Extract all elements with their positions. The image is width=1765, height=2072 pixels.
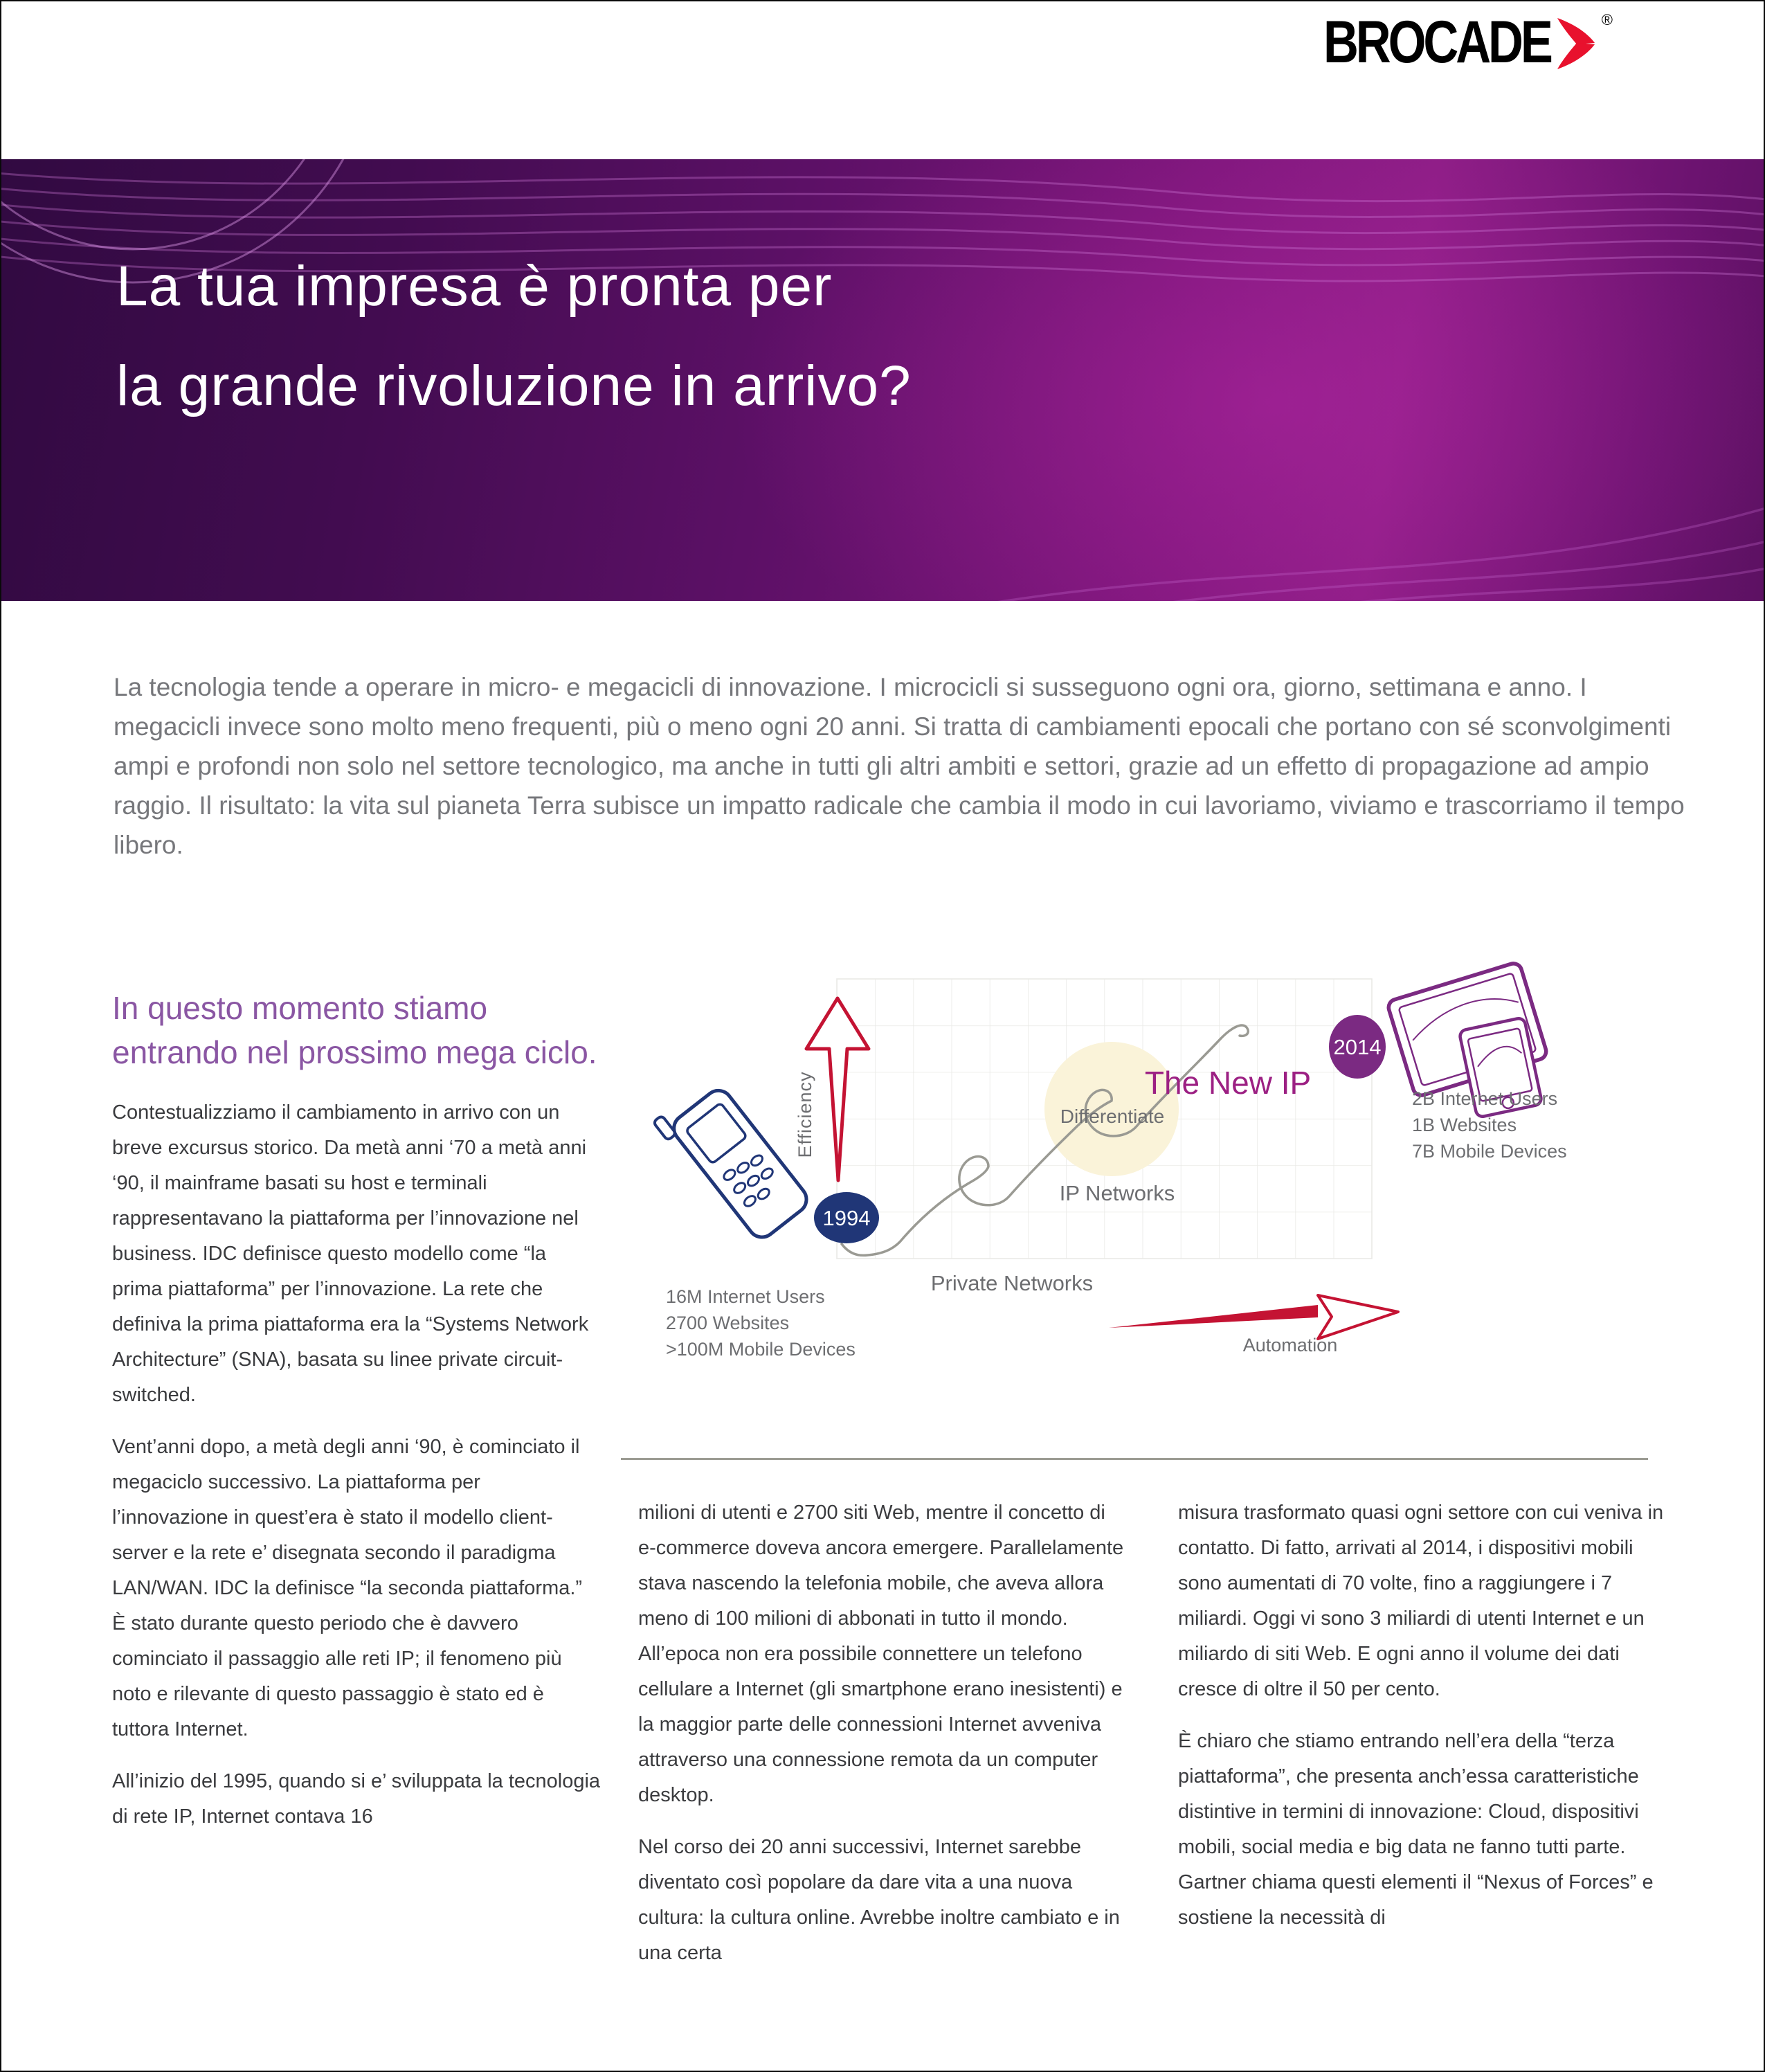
start-stat-mobile-devices: >100M Mobile Devices — [666, 1339, 856, 1360]
right-column — [1178, 1495, 1674, 1952]
left-column-paragraph-3: All’inizio del 1995, quando si e’ sviluppata la tecnologia di rete IP, Internet contava 16 — [112, 1770, 601, 1828]
column-divider-line — [621, 1458, 1648, 1460]
brocade-logo — [1274, 9, 1613, 75]
brocade-logo-text: BROCADE — [1323, 9, 1550, 75]
page-title-line-1: La tua impresa è pronta per — [116, 255, 833, 318]
year-1994-label: 1994 — [822, 1206, 871, 1230]
brocade-wings-icon — [1556, 15, 1600, 72]
y-axis-label: Efficiency — [795, 1071, 815, 1158]
page-title — [116, 237, 912, 436]
intro-paragraph: La tecnologia tende a operare in micro- e megacicli di innovazione. I microcicli si susseguono ogni ora, giorno, settimana e anno. I megacicli invece sono molto meno frequenti, più o meno ogni 20 anni. Si tratta di cambiamenti epocali che portano con sé sconvolgimenti ampi e profondi non solo nel settore tecnologico, ma anche in tutti gli altri ambiti e settori, grazie ad un effetto di propagazione ad ampio raggio. Il risultato: la vita sul pianeta Terra subisce un impatto radicale che cambia il modo in cui lavoriamo, viviamo e trascorriamo il tempo libero. — [114, 673, 1685, 859]
middle-column-paragraph-2: Nel corso dei 20 anni successivi, Internet sarebbe diventato così popolare da dare vita a una nuova cultura: la cultura online. Avrebbe inoltre cambiato e in una certa — [638, 1836, 1120, 1964]
start-stat-internet-users: 16M Internet Users — [666, 1286, 825, 1307]
section-heading: In questo momento stiamo entrando nel prossimo mega ciclo. — [112, 990, 597, 1070]
stage-private-networks-label: Private Networks — [930, 1271, 1094, 1295]
registered-trademark: ® — [1601, 11, 1613, 28]
legacy-phone-icon — [653, 1075, 813, 1249]
automation-arrow-head — [1318, 1295, 1398, 1339]
middle-column-paragraph-1: milioni di utenti e 2700 siti Web, mentre il concetto di e-commerce doveva ancora emergere. Parallelamente stava nascendo la telefonia mobile, che aveva allora meno di 100 milioni di abbonati in tutto il mondo. All’epoca non era possibile connettere un telefono cellulare a Internet (gli smartphone erano inesistenti) e la maggior parte delle connessioni Internet avveniva attraverso una connessione remota da un computer desktop. — [638, 1502, 1124, 1806]
x-axis-label: Automation — [1242, 1335, 1338, 1355]
page-header — [1, 1, 1764, 159]
right-column-paragraph-1: misura trasformato quasi ogni settore con cui veniva in contatto. Di fatto, arrivati al 2014, i dispositivi mobili sono aumentati di 70 volte, fino a raggiungere i 7 miliardi. Oggi vi sono 3 miliardi di utenti Internet e un miliardo di siti Web. E ogni anno il volume dei dati cresce di oltre il 50 per cento. — [1178, 1502, 1664, 1700]
hero-banner — [1, 159, 1765, 601]
end-stat-internet-users: 2B Internet Users — [1412, 1088, 1558, 1109]
page-title-line-2: la grande rivoluzione in arrivo? — [116, 354, 912, 417]
end-stat-websites: 1B Websites — [1412, 1115, 1517, 1135]
year-2014-label: 2014 — [1333, 1035, 1382, 1059]
stage-new-ip-label: The New IP — [1144, 1065, 1312, 1101]
start-stats — [666, 1286, 856, 1360]
differentiate-annotation: Differentiate — [1060, 1106, 1165, 1127]
megacycle-diagram — [624, 957, 1663, 1441]
end-stat-mobile-devices: 7B Mobile Devices — [1412, 1141, 1567, 1162]
middle-column — [638, 1495, 1127, 1988]
left-column — [112, 986, 601, 1851]
end-stats — [1412, 1088, 1567, 1162]
stage-ip-networks-label: IP Networks — [1059, 1181, 1175, 1205]
right-column-paragraph-2: È chiaro che stiamo entrando nell’era della “terza piattaforma”, che presenta anch’essa caratteristiche distintive in termini di innovazione: Cloud, dispositivi mobili, social media e big data ne fanno tutti parte. Gartner chiama questi elementi il “Nexus of Forces” e sostiene la necessità di — [1178, 1730, 1654, 1929]
left-column-paragraph-2: Vent’anni dopo, a metà degli anni ‘90, è cominciato il megaciclo successivo. La piattaforma per l’innovazione in quest’era è stato il modello client-server e la rete e’ disegnata secondo il paradigma LAN/WAN. IDC la definisce “la seconda piattaforma.” È stato durante questo periodo che è davvero cominciato il passaggio alle reti IP; il fenomeno più noto e rilevante di questo passaggio è stato ed è tuttora Internet. — [112, 1436, 583, 1740]
left-column-paragraph-1: Contestualizziamo il cambiamento in arrivo con un breve excursus storico. Da metà anni ‘70 a metà anni ‘90, il mainframe basati su host e terminali rappresentavano la piattaforma per l’innovazione nel business. IDC definisce questo modello come “la prima piattaforma” per l’innovazione. La rete che definiva la prima piattaforma era la “Systems Network Architecture” (SNA), basata su linee private circuit-switched. — [112, 1101, 589, 1406]
automation-arrow-tail — [1109, 1305, 1318, 1328]
start-stat-websites: 2700 Websites — [666, 1313, 790, 1333]
